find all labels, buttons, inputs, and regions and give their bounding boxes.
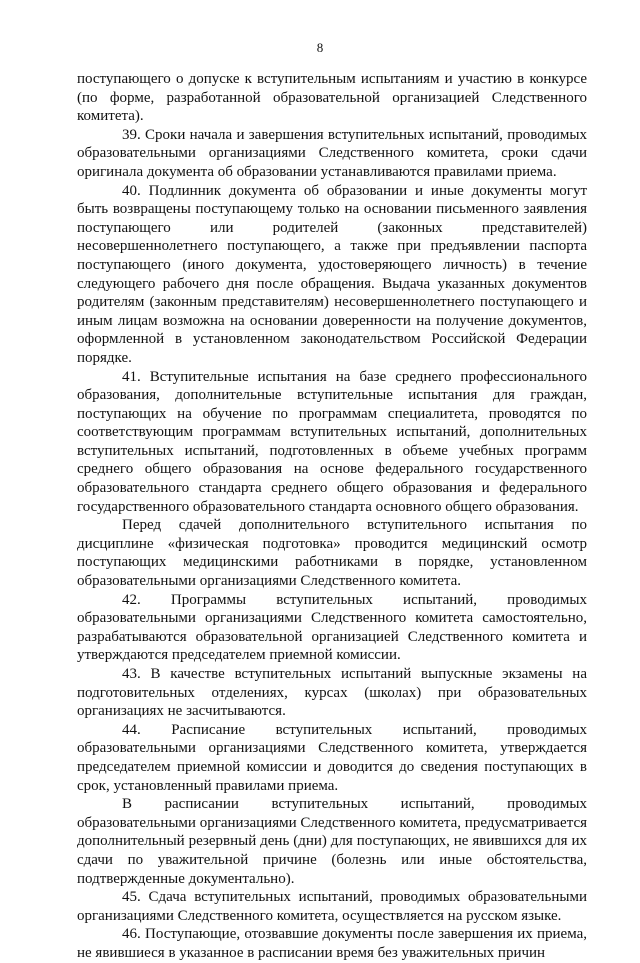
document-body (77, 70, 587, 963)
paragraph-46: 46. Поступающие, отозвавшие документы после завершения их приема, не явившиеся в указанное в расписании время без уважительных причин (77, 926, 587, 961)
paragraph-44-reserve-day: В расписании вступительных испытаний, проводимых образовательными организациями Следственного комитета, предусматривается дополнительный резервный день (дни) для поступающих, не явившихся для их сдачи по уважительной причине (болезнь или иные обстоятельства, подтвержденные документально). (77, 796, 587, 887)
paragraph-45: 45. Сдача вступительных испытаний, проводимых образовательными организациями Следственного комитета, осуществляется на русском языке. (77, 889, 587, 924)
paragraph-41-physical-exam: Перед сдачей дополнительного вступительного испытания по дисциплине «физическая подготовка» проводится медицинский осмотр поступающих медицинскими работниками в порядке, установленном образовательными организациями Следственного комитета. (77, 517, 587, 590)
paragraph-43: 43. В качестве вступительных испытаний выпускные экзамены на подготовительных отделениях, курсах (школах) при образовательных организациях не засчитываются. (77, 666, 587, 720)
paragraph-41: 41. Вступительные испытания на базе среднего профессионального образования, дополнительные вступительные испытания для граждан, поступающих на обучение по программам специалитета, проводятся по соответствующим программам вступительных испытаний, дополнительных вступительных испытаний, подготовленных в объеме учебных программ среднего общего образования на основе федерального государственного образовательного стандарта среднего общего образования и федерального государственного образовательного стандарта основного общего образования. (77, 368, 587, 515)
paragraph-44: 44. Расписание вступительных испытаний, проводимых образовательными организациями Следственного комитета, утверждается председателем приемной комиссии и доводится до сведения поступающих в срок, установленный правилами приема. (77, 721, 587, 794)
paragraph-continuation: поступающего о допуске к вступительным испытаниям и участию в конкурсе (по форме, разработанной образовательной организацией Следственного комитета). (77, 71, 587, 125)
paragraph-39: 39. Сроки начала и завершения вступительных испытаний, проводимых образовательными организациями Следственного комитета, сроки сдачи оригинала документа об образовании устанавливаются правилами приема. (77, 126, 587, 180)
paragraph-42: 42. Программы вступительных испытаний, проводимых образовательными организациями Следственного комитета самостоятельно, разрабатываются образовательной организацией Следственного комитета и утверждаются председателем приемной комиссии. (77, 591, 587, 664)
paragraph-40: 40. Подлинник документа об образовании и иные документы могут быть возвращены поступающему только на основании письменного заявления поступающего или родителей (законных представителей) несовершеннолетнего поступающего, а также при предъявлении паспорта поступающего (иного документа, удостоверяющего личность) в течение следующего рабочего дня после обращения. Выдача указанных документов родителям (законным представителям) несовершеннолетнего поступающего и иным лицам возможна на основании доверенности на получение документов, оформленной в установленном законодательством Российской Федерации порядке. (77, 182, 587, 366)
page-number: 8 (316, 40, 324, 55)
